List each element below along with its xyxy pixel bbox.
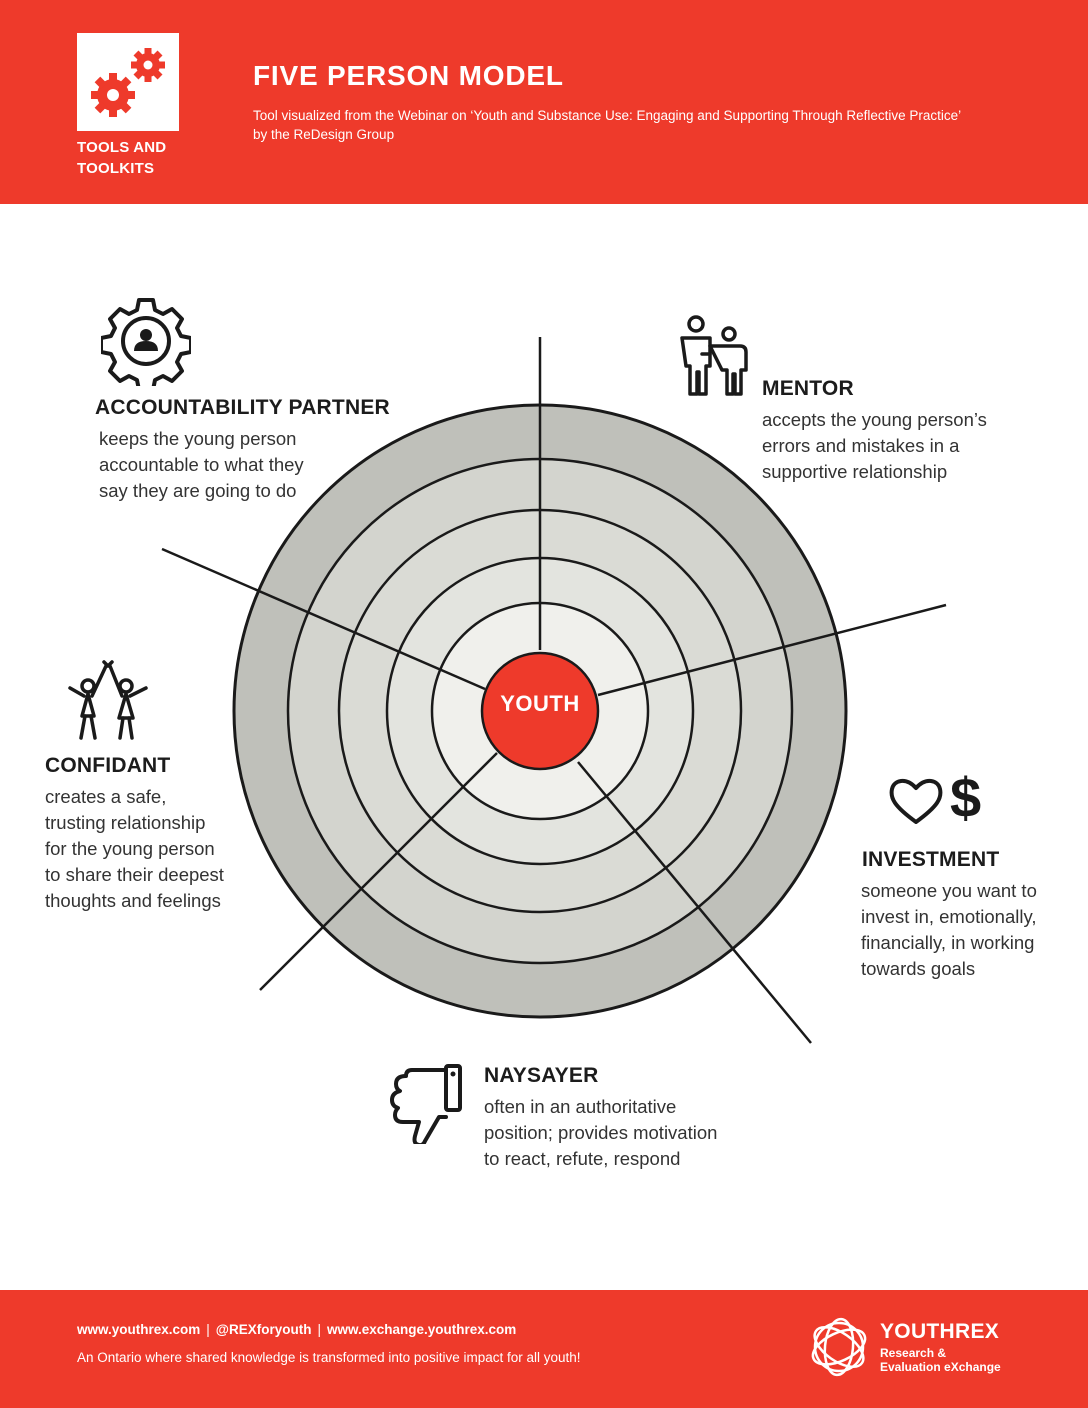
- footer-banner: [0, 1290, 1088, 1408]
- mentor-line-2: errors and mistakes in a: [762, 435, 960, 456]
- tools-badge: [77, 33, 179, 131]
- confidant-line-5: thoughts and feelings: [45, 890, 221, 911]
- mentor-line-1: accepts the young person’s: [762, 409, 987, 430]
- role-naysayer: [484, 1064, 717, 1172]
- brand-subtitle-line-2: Evaluation eXchange: [880, 1360, 1001, 1374]
- twitter-link[interactable]: @REXforyouth: [215, 1322, 312, 1337]
- exchange-link[interactable]: www.exchange.youthrex.com: [326, 1322, 517, 1337]
- link-separator: |: [317, 1322, 321, 1337]
- investment-line-1: someone you want to: [861, 880, 1037, 901]
- naysayer-description: [484, 1094, 717, 1172]
- confidant-title: CONFIDANT: [45, 754, 171, 777]
- website-link[interactable]: www.youthrex.com: [77, 1322, 201, 1337]
- header-banner: [0, 0, 1088, 204]
- two-people-icon: [672, 314, 752, 398]
- role-investment: [862, 848, 1037, 982]
- badge-label-line-2: TOOLKITS: [77, 160, 155, 177]
- footer-links: [77, 1322, 516, 1337]
- investment-line-2: invest in, emotionally,: [861, 906, 1037, 927]
- accountability-description: [99, 426, 390, 504]
- dollar-icon: $: [950, 766, 982, 829]
- footer-tagline: An Ontario where shared knowledge is transformed into positive impact for all youth!: [77, 1350, 581, 1365]
- accountability-line-1: keeps the young person: [99, 428, 297, 449]
- mentor-description: [762, 407, 987, 485]
- investment-line-4: towards goals: [861, 958, 976, 979]
- confidant-line-4: to share their deepest: [45, 864, 224, 885]
- page-title: FIVE PERSON MODEL: [253, 60, 564, 91]
- accountability-line-2: accountable to what they: [99, 454, 304, 475]
- badge-label: [77, 137, 197, 179]
- naysayer-title: NAYSAYER: [484, 1064, 599, 1087]
- naysayer-line-1: often in an authoritative: [484, 1096, 677, 1117]
- naysayer-line-2: position; provides motivation: [484, 1122, 718, 1143]
- badge-label-line-1: TOOLS AND: [77, 139, 167, 156]
- gears-icon: [77, 33, 179, 131]
- confidant-description: [45, 784, 224, 914]
- investment-description: [861, 878, 1037, 982]
- brand-subtitle-line-1: Research &: [880, 1346, 947, 1360]
- brand-subtitle: [880, 1346, 1001, 1374]
- mentor-line-3: supportive relationship: [762, 461, 948, 482]
- gear-person-icon: [101, 296, 191, 386]
- high-five-icon: [66, 656, 152, 744]
- role-mentor: [762, 377, 987, 485]
- role-accountability-partner: [95, 396, 390, 504]
- investment-title: INVESTMENT: [862, 848, 1000, 871]
- mentor-title: MENTOR: [762, 377, 854, 400]
- youth-center-label: YOUTH: [500, 691, 580, 716]
- accountability-title: ACCOUNTABILITY PARTNER: [95, 396, 390, 419]
- page-subtitle: [253, 106, 1013, 144]
- confidant-line-2: trusting relationship: [45, 812, 206, 833]
- link-separator: |: [206, 1322, 210, 1337]
- accountability-line-3: say they are going to do: [99, 480, 297, 501]
- confidant-line-3: for the young person: [45, 838, 215, 859]
- brand-name: YOUTHREX: [880, 1320, 1000, 1343]
- thumbs-down-icon: [388, 1062, 466, 1144]
- orbit-logo-icon: [806, 1314, 872, 1380]
- naysayer-line-3: to react, refute, respond: [484, 1148, 681, 1169]
- heart-icon: [888, 776, 944, 826]
- subtitle-line-2: by the ReDesign Group: [253, 127, 395, 142]
- investment-line-3: financially, in working: [861, 932, 1035, 953]
- subtitle-line-1: Tool visualized from the Webinar on ‘Youth and Substance Use: Engaging and Supporting Through Reflective Practice’: [253, 108, 962, 123]
- role-confidant: [45, 754, 224, 914]
- confidant-line-1: creates a safe,: [45, 786, 167, 807]
